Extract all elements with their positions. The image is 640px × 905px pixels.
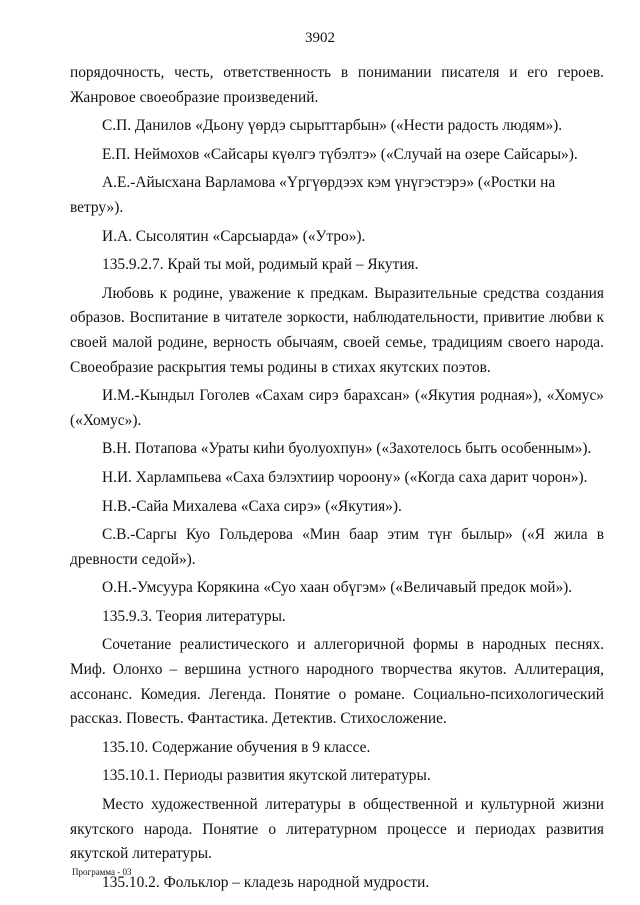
page-footer: Программа - 03: [72, 867, 132, 877]
paragraph-place-of-literature: Место художественной литературы в общественной и культурной жизни якутского народа. Понятие о литературном процессе и периодах развития якутской литературы.: [70, 796, 604, 863]
work-entry-sysolyatin: И.А. Сысолятин «Сарсыарда» («Утро»).: [102, 227, 366, 245]
section-heading-135-10-2: 135.10.2. Фольклор – кладезь народной мудрости.: [102, 873, 430, 891]
work-entry-mikhaleva: Н.В.-Сайа Михалева «Саха сирэ» («Якутия»).: [102, 497, 402, 515]
work-entry-varlamova: А.Е.-Айысхана Варламова «Үргүөрдээх кэм үнүгэстэрэ» («Ростки на ветру»).: [70, 174, 556, 216]
paragraph-genre-features: порядочность, честь, ответственность в понимании писателя и его героев. Жанровое своеобразие произведений.: [70, 64, 604, 106]
page-number: 3902: [305, 30, 335, 46]
work-entry-danilov: С.П. Данилов «Дьону үөрдэ сырыттарбын» («Нести радость людям»).: [102, 117, 563, 135]
work-entry-koryakina: О.Н.-Умсуура Корякина «Суо хаан обүгэм» («Величавый предок мой»).: [102, 579, 573, 597]
work-entry-kharlampyeva: Н.И. Харлампьева «Саха бэлэхтиир чороону» («Когда саха дарит чорон»).: [102, 468, 588, 486]
section-heading-135-9-3: 135.9.3. Теория литературы.: [102, 607, 286, 625]
document-body: [70, 61, 604, 899]
work-entry-potapova: В.Н. Потапова «Ураты киһи буолуохпун» («Захотелось быть особенным»).: [102, 440, 592, 458]
section-heading-135-9-2-7: 135.9.2.7. Край ты мой, родимый край – Якутия.: [102, 256, 419, 274]
work-entry-golderova: С.В.-Саргы Куо Гольдерова «Мин баар этим түҥ былыр» («Я жила в древности седой»).: [70, 526, 604, 568]
section-heading-135-10-1: 135.10.1. Периоды развития якутской литературы.: [102, 767, 431, 785]
work-entry-gogolev: И.М.-Кындыл Гоголев «Сахам сирэ барахсан» («Якутия родная»), «Хомус» («Хомус»).: [70, 387, 604, 429]
work-entry-neymokhov: Е.П. Неймохов «Сайсары күөлгэ түбэлтэ» («Случай на озере Сайсары»).: [102, 145, 578, 163]
section-heading-135-10: 135.10. Содержание обучения в 9 классе.: [102, 738, 371, 756]
paragraph-literary-theory: Сочетание реалистического и аллегоричной формы в народных песнях. Миф. Олонхо – вершина устного народного творчества якутов. Аллитерация, ассонанс. Комедия. Легенда. Понятие о романе. Социально-психологический рассказ. Повесть. Фантастика. Детектив. Стихосложение.: [70, 636, 604, 728]
paragraph-love-of-homeland: Любовь к родине, уважение к предкам. Выразительные средства создания образов. Воспитание в читателе зоркости, наблюдательности, привитие любви к своей малой родине, верность обычаям, своей семье, традициям своего народа. Своеобразие раскрытия темы родины в стихах якутских поэтов.: [70, 284, 604, 376]
